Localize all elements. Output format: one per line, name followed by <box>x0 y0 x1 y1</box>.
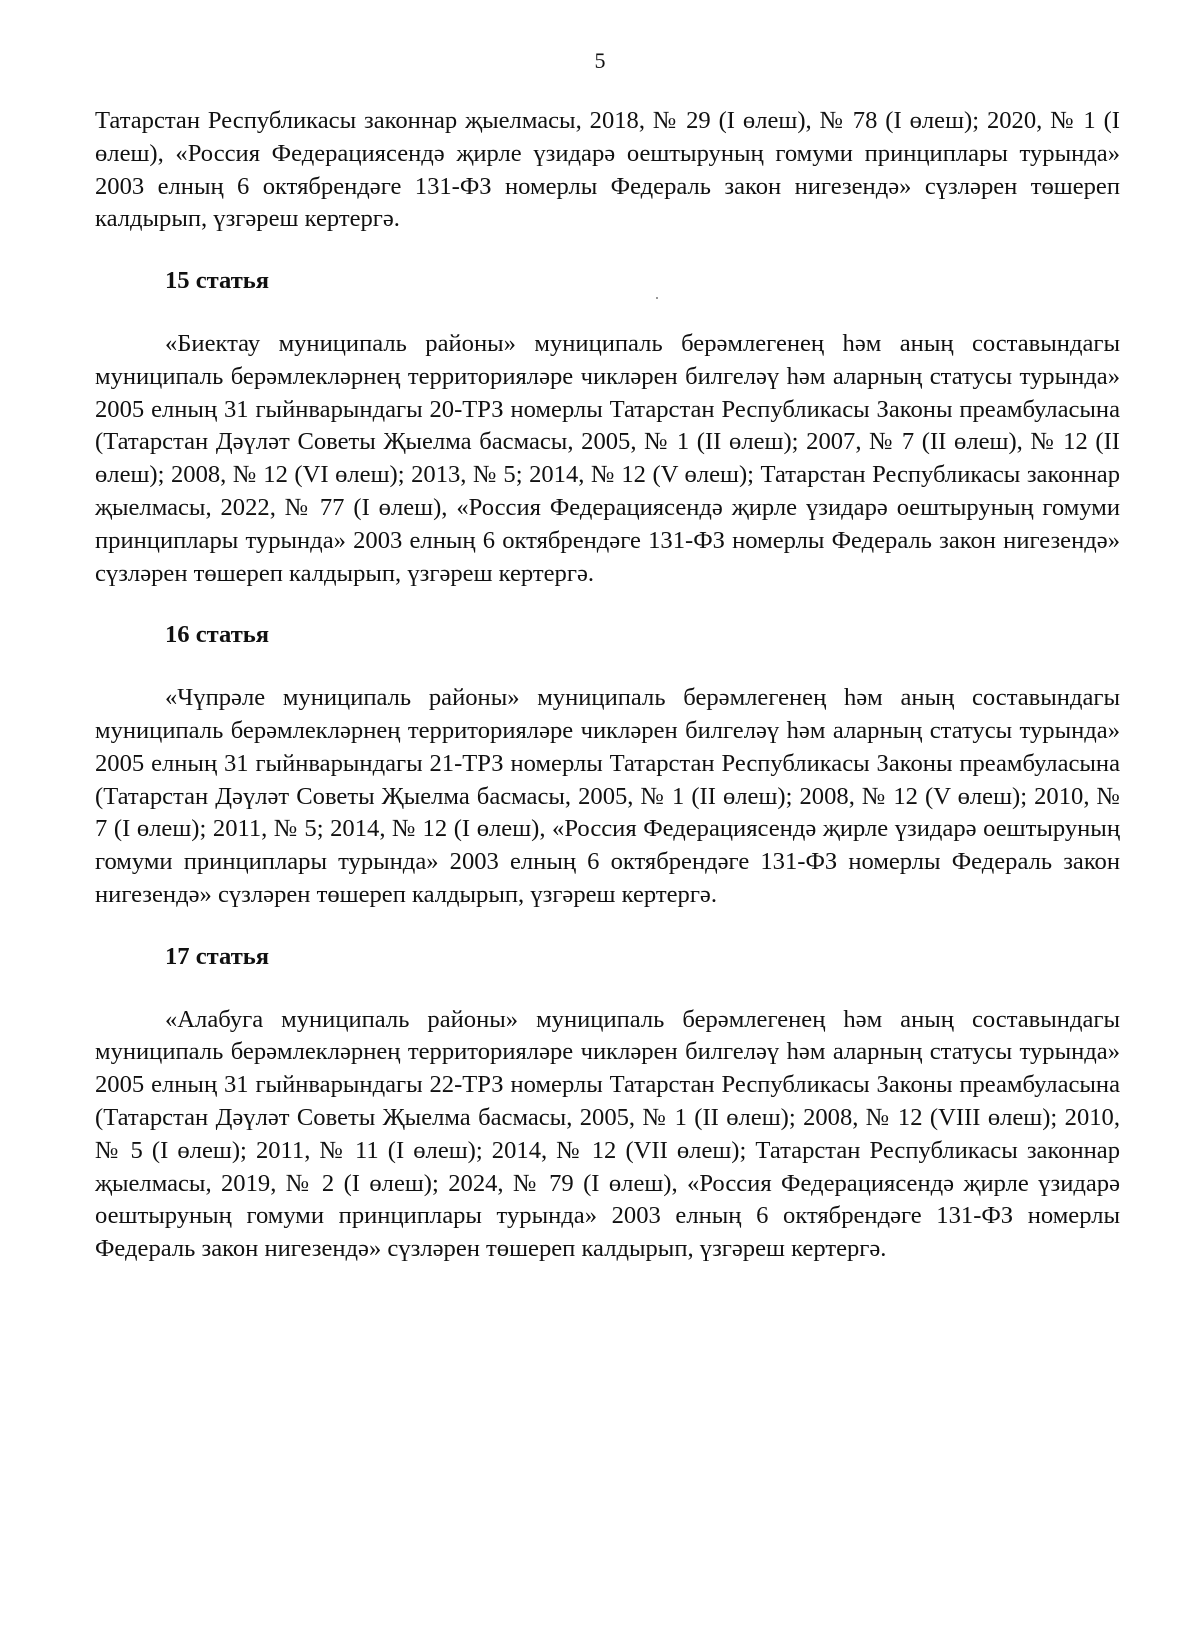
article-text-15: «Биектау муниципаль районы» муниципаль берәмлегенең һәм аның составындагы муниципаль берәмлекләрнең территорияләре чикләрен билгеләү һәм аларның статусы турында» 2005 елның 31 гыйнварындагы 20-ТРЗ номерлы Татарстан Республикасы Законы преамбуласына (Татарстан Дәүләт Советы Җыелма басмасы, 2005, № 1 (II өлеш); 2007, № 7 (II өлеш), № 12 (II өлеш); 2008, № 12 (VI өлеш); 2013, № 5; 2014, № 12 (V өлеш); Татарстан Республикасы законнар җыелмасы, 2022, № 77 (I өлеш), «Россия Федерациясендә җирле үзидарә оештыруның гомуми принциплары турында» 2003 елның 6 октябрендәге 131-ФЗ номерлы Федераль закон нигезендә» сүзләрен төшереп калдырып, үзгәреш кертергә. <box>95 329 1120 587</box>
spacer <box>95 236 1120 265</box>
article-heading-17: 17 статья <box>165 942 270 970</box>
scan-speck <box>656 297 658 299</box>
spacer <box>95 974 1120 1004</box>
article-heading-15: 15 статья <box>165 267 270 295</box>
article-text-17: «Алабуга муниципаль районы» муниципаль берәмлегенең һәм аның составындагы муниципаль берәмлекләрнең территорияләре чикләрен билгеләү һәм аларның статусы турында» 2005 елның 31 гыйнварындагы 22-ТРЗ номерлы Татарстан Республикасы Законы преамбуласына (Татарстан Дәүләт Советы Җыелма басмасы, 2005, № 1 (II өлеш); 2008, № 12 (VIII өлеш); 2010, № 5 (I өлеш); 2011, № 11 (I өлеш); 2014, № 12 (VII өлеш); Татарстан Республикасы законнар җыелмасы, 2019, № 2 (I өлеш); 2024, № 79 (I өлеш), «Россия Федерациясендә җирле үзидарә оештыруның гомуми принциплары турында» 2003 елның 6 октябрендәге 131-ФЗ номерлы Федераль закон нигезендә» сүзләрен төшереп калдырып, үзгәреш кертергә. <box>95 1005 1120 1263</box>
page-number: 5 <box>594 48 606 73</box>
spacer <box>95 912 1120 941</box>
intro-paragraph: Татарстан Республикасы законнар җыелмасы, 2018, № 29 (I өлеш), № 78 (I өлеш); 2020, № 1 (I өлеш), «Россия Федерациясендә җирле үзидарә оештыруның гомуми принциплары турында» 2003 елның 6 октябрендәге 131-ФЗ номерлы Федераль закон нигезендә» сүзләрен төшереп калдырып, үзгәреш кертергә. <box>95 107 1120 233</box>
article-text-16: «Чүпрәле муниципаль районы» муниципаль берәмлегенең һәм аның составындагы муниципаль берәмлекләрнең территорияләре чикләрен билгеләү һәм аларның статусы турында» 2005 елның 31 гыйнварындагы 21-ТРЗ номерлы Татарстан Республикасы Законы преамбуласына (Татарстан Дәүләт Советы Җыелма басмасы, 2005, № 1 (II өлеш); 2008, № 12 (V өлеш); 2010, № 7 (I өлеш); 2011, № 5; 2014, № 12 (I өлеш), «Россия Федерациясендә җирле үзидарә оештыруның гомуми принциплары турында» 2003 елның 6 октябрендәге 131-ФЗ номерлы Федераль закон нигезендә» сүзләрен төшереп калдырып, үзгәреш кертергә. <box>95 684 1120 908</box>
spacer <box>95 590 1120 619</box>
document-body <box>95 105 1120 1266</box>
spacer <box>95 298 1120 328</box>
article-heading-16: 16 статья <box>165 621 270 649</box>
spacer <box>95 652 1120 682</box>
